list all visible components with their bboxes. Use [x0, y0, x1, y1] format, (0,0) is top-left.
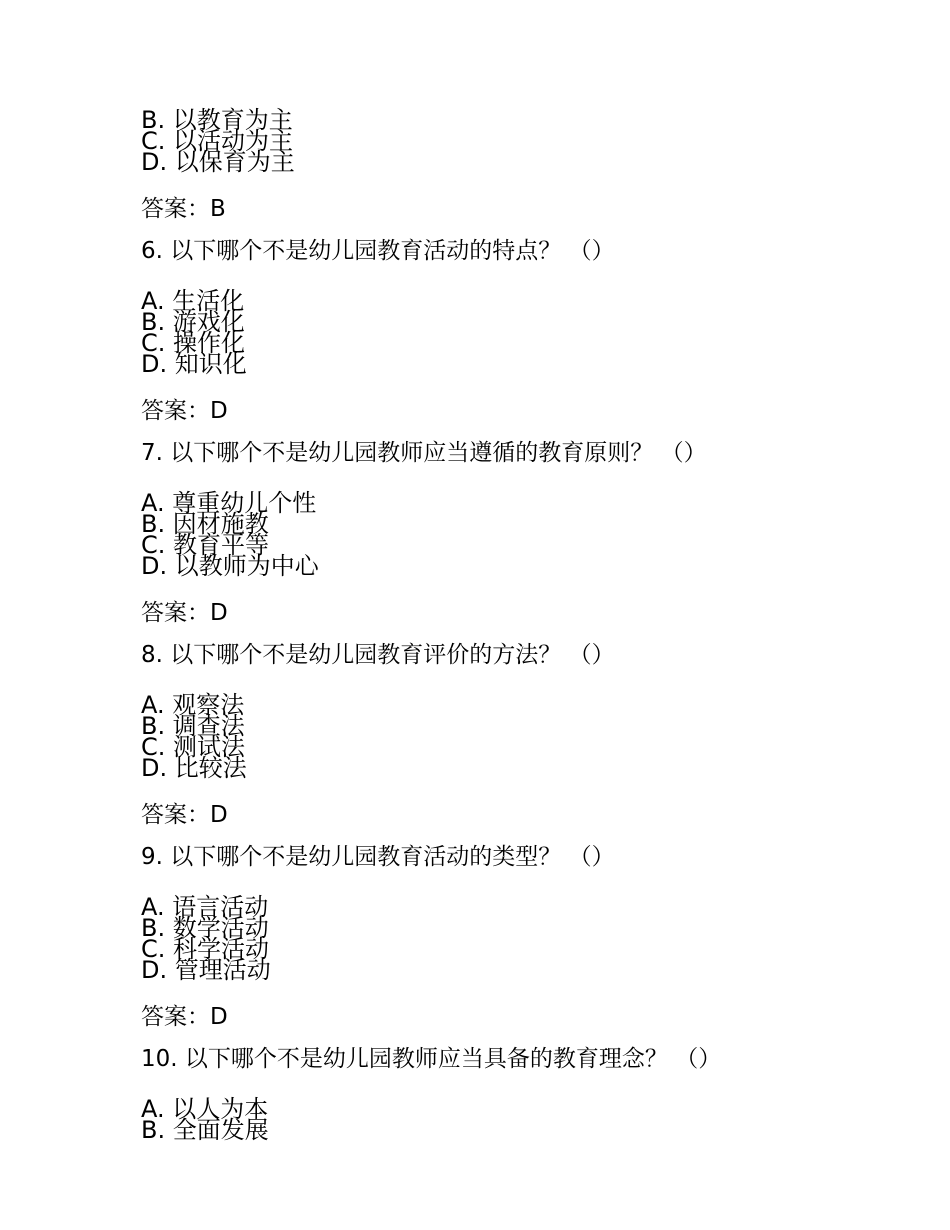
q7-answer: 答案：D [141, 600, 228, 626]
q10-option-a: A. 以人为本 [141, 1095, 269, 1123]
q10-option-b: B. 全面发展 [141, 1116, 269, 1144]
q8-option-a: A. 观察法 [141, 691, 245, 719]
q10-stem: 10. 以下哪个不是幼儿园教师应当具备的教育理念？ （） [141, 1046, 722, 1072]
q9-option-a: A. 语言活动 [141, 893, 269, 921]
q5-option-list [141, 106, 901, 177]
q6-stem: 6. 以下哪个不是幼儿园教育活动的特点？ （） [141, 238, 615, 264]
q9-option-b: B. 数学活动 [141, 914, 269, 942]
q7-option-list [141, 489, 901, 581]
q9-option-d: D. 管理活动 [141, 956, 271, 984]
q6-option-c: C. 操作化 [141, 329, 246, 357]
q8-answer: 答案：D [141, 802, 228, 828]
document-page [141, 106, 901, 1145]
q8-option-b: B. 调查法 [141, 712, 245, 740]
q9-option-c: C. 科学活动 [141, 935, 270, 963]
q7-option-b: B. 因材施教 [141, 510, 269, 538]
q6-option-a: A. 生活化 [141, 287, 245, 315]
q7-option-a: A. 尊重幼儿个性 [141, 489, 317, 517]
q5-option-c: C. 以活动为主 [141, 127, 294, 155]
q6-option-list [141, 287, 901, 379]
q8-option-c: C. 测试法 [141, 733, 246, 761]
q9-option-list [141, 893, 901, 985]
q5-answer: 答案：B [141, 196, 226, 222]
q5-option-d: D. 以保育为主 [141, 148, 295, 176]
q7-stem: 7. 以下哪个不是幼儿园教师应当遵循的教育原则？ （） [141, 440, 707, 466]
q8-stem: 8. 以下哪个不是幼儿园教育评价的方法？ （） [141, 642, 615, 668]
q10-option-list [141, 1095, 901, 1145]
q6-option-b: B. 游戏化 [141, 308, 245, 336]
q6-answer: 答案：D [141, 398, 228, 424]
q7-option-d: D. 以教师为中心 [141, 552, 319, 580]
q5-option-b: B. 以教育为主 [141, 106, 293, 134]
q8-option-d: D. 比较法 [141, 754, 247, 782]
q8-option-list [141, 691, 901, 783]
q9-answer: 答案：D [141, 1004, 228, 1030]
q9-stem: 9. 以下哪个不是幼儿园教育活动的类型？ （） [141, 844, 615, 870]
q7-option-c: C. 教育平等 [141, 531, 270, 559]
q6-option-d: D. 知识化 [141, 350, 247, 378]
